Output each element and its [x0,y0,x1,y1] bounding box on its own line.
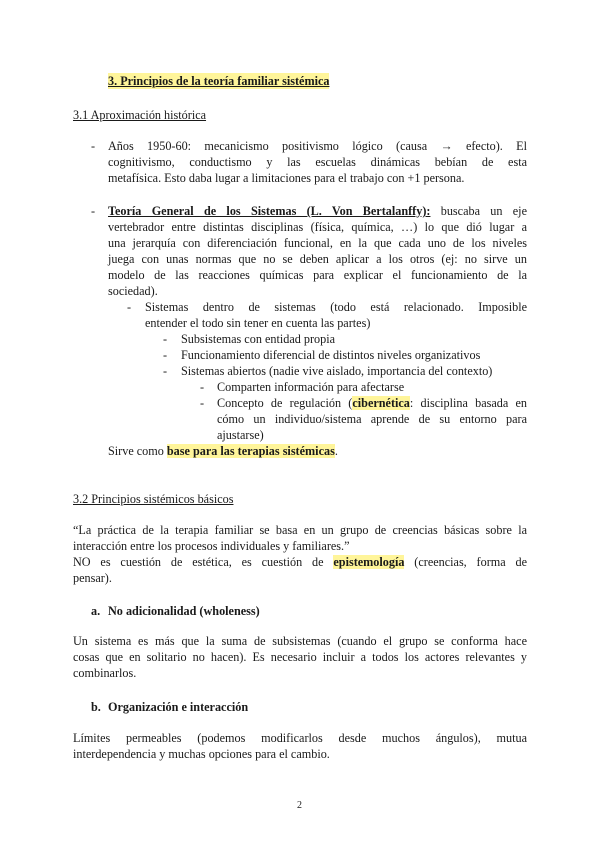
epistemology-line1 [73,554,527,570]
bullet1-line2: cognitivismo, conductismo y las escuelas dinámicas bebían de esta [108,155,527,169]
subbullet-line1: Sistemas dentro de sistemas (todo está relacionado. Imposible [145,300,527,314]
principle-a-line3: combinarlos. [73,666,137,680]
heading-3-1: 3.1 Aproximación histórica [73,108,207,122]
page-number: 2 [297,800,302,811]
list-marker-a: a. [91,604,101,618]
regulation-pre: Concepto de regulación ( [217,396,353,410]
bullet-dash: - [200,380,205,394]
bullet-dash: - [127,300,132,314]
principle-b-title: Organización e interacción [108,700,249,714]
epist-bold: epistemología [333,555,405,569]
systemic-base-line [108,443,338,459]
bullet-dash: - [91,139,96,153]
quote-line2: interacción entre los procesos individuales y familiares.” [73,539,350,553]
bullet-dash: - [163,348,168,362]
bullet2-line2: vertebrador entre distintas disciplinas (física, química, …) lo que dió lugar a [108,220,527,234]
tgs-term: Teoría General de los Sistemas (L. Von Bertalanffy): [108,204,431,218]
base-post: . [334,444,338,458]
epist-pre: NO es cuestión de estética, es cuestión de [73,555,334,569]
section-title: 3. Principios de la teoría familiar sistémica [108,74,330,88]
regulation-rest: : disciplina basada en [409,396,527,410]
heading-3-2: 3.2 Principios sistémicos básicos [73,492,234,506]
subbullet-line2: entender el todo sin tener en cuenta las partes) [145,316,371,330]
bullet-dash: - [200,396,205,410]
principle-b-line1: Límites permeables (podemos modificarlos desde muchos ángulos), mutua [73,731,527,745]
epistemology-line2: pensar). [73,571,112,585]
cibernetica-term: cibernética [352,396,410,410]
epist-rest: (creencias, forma de [404,555,527,569]
level3-item: Sistemas abiertos (nadie vive aislado, importancia del contexto) [181,364,493,378]
base-pre: Sirve como [108,444,167,458]
principle-a-line1: Un sistema es más que la suma de subsistemas (cuando el grupo se conforma hace [73,634,527,648]
list-marker-b: b. [91,700,101,714]
bullet-dash: - [163,364,168,378]
bullet2-line1 [108,203,527,219]
bullet2-line4: juega con unas normas que no se deben aplicar a los otros (ej: no sirve un [108,252,527,266]
bullet2-line6: sociedad). [108,284,158,298]
level4-item-line2: cómo un individuo/sistema aprende de su entorno para [217,412,527,426]
bullet2-line5: modelo de las reacciones químicas para explicar el funcionamiento de la [108,268,527,282]
quote-line1: “La práctica de la terapia familiar se basa en un grupo de creencias básicas sobre la [73,523,527,537]
bullet-dash: - [91,204,96,218]
level3-item: Subsistemas con entidad propia [181,332,336,346]
level4-item-line3: ajustarse) [217,428,264,442]
principle-b-line2: interdependencia y muchas opciones para el cambio. [73,747,330,761]
base-bold: base para las terapias sistémicas [166,444,335,458]
principle-a-line2: cosas que en solitario no hacen). Es necesario incluir a todos los actores relevantes y [73,650,527,664]
bullet1-line1: Años 1950-60: mecanicismo positivismo lógico (causa → efecto). El [108,139,527,153]
level4-item: Comparten información para afectarse [217,380,405,394]
bullet2-line3: una jerarquía con diferenciación funcional, en la que cada uno de los niveles [108,236,527,250]
bullet-dash: - [163,332,168,346]
bullet1-line3: metafísica. Esto daba lugar a limitaciones para el trabajo con +1 persona. [108,171,465,185]
level4-item-line1 [217,395,527,411]
bullet2-line1-rest: buscaba un eje [430,204,527,218]
principle-a-title: No adicionalidad (wholeness) [108,604,260,618]
level3-item: Funcionamiento diferencial de distintos niveles organizativos [181,348,481,362]
